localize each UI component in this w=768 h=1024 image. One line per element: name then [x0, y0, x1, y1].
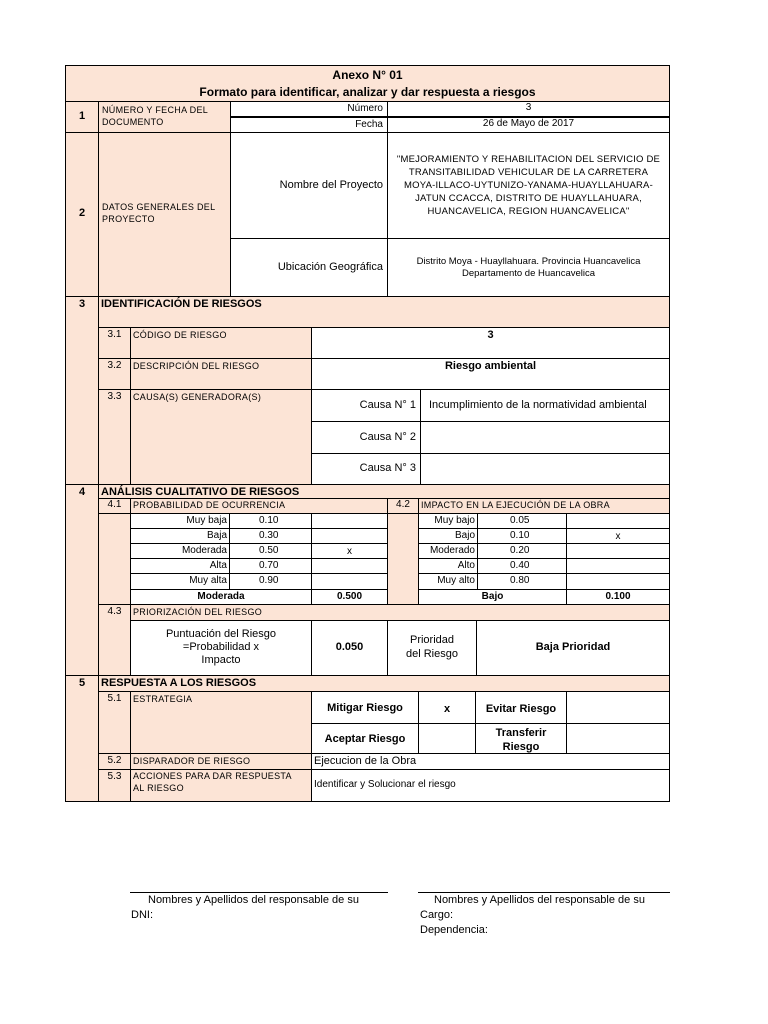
aceptar-mark-cell: [418, 723, 476, 754]
mitigar-mark: x: [443, 703, 451, 715]
acciones-label: ACCIONES PARA DAR RESPUESTA: [133, 771, 292, 781]
disparador-label: DISPARADOR DE RIESGO: [133, 756, 251, 766]
prioridad-label-2: del Riesgo: [406, 648, 458, 660]
prioridad-label-1: Prioridad: [409, 634, 455, 646]
imp-label-moderado: Moderado: [429, 545, 475, 556]
row-5-2-number: 5.2: [107, 755, 122, 766]
nombre-proyecto-line-2: TRANSITABILIDAD VEHICULAR DE LA CARRETERA: [408, 167, 649, 178]
imp-value-muy-bajo: 0.05: [510, 515, 530, 526]
signature-right-name: Nombres y Apellidos del responsable de su: [434, 894, 645, 906]
row-3-2-number: 3.2: [107, 360, 122, 371]
puntuacion-label-1: Puntuación del Riesgo: [165, 628, 277, 640]
prob-value-muy-baja: 0.10: [259, 515, 279, 526]
row-4-1-number: 4.1: [107, 499, 122, 510]
imp-value-alto: 0.40: [510, 560, 530, 571]
prioridad-value: Baja Prioridad: [535, 641, 611, 653]
signature-left-dni: DNI:: [131, 909, 153, 921]
causa-2-value-cell: [420, 421, 670, 454]
section-2-label-2: PROYECTO: [102, 214, 155, 224]
imp-value-moderado: 0.20: [510, 545, 530, 556]
signature-line-left: [130, 892, 388, 893]
form-title: Anexo N° 01: [332, 68, 403, 82]
disparador-value: Ejecucion de la Obra: [314, 755, 417, 767]
fecha-value: 26 de Mayo de 2017: [482, 118, 575, 129]
puntuacion-value: 0.050: [335, 641, 364, 653]
section-2-label: DATOS GENERALES DEL: [102, 202, 216, 212]
section-1-label-2: DOCUMENTO: [102, 117, 164, 127]
descripcion-riesgo-value: Riesgo ambiental: [444, 360, 537, 372]
imp-label-bajo: Bajo: [454, 530, 475, 541]
prob-value-alta: 0.70: [259, 560, 279, 571]
imp-value-bajo: 0.10: [510, 530, 530, 541]
section-1-number: 1: [78, 110, 86, 122]
imp-label-muy-alto: Muy alto: [437, 575, 475, 586]
row-3-3-number: 3.3: [107, 391, 122, 402]
ubicacion-label: Ubicación Geográfica: [277, 261, 383, 273]
descripcion-riesgo-label: DESCRIPCIÓN DEL RIESGO: [133, 361, 260, 371]
prob-label-muy-alta: Muy alta: [189, 575, 227, 586]
aceptar-label: Aceptar Riesgo: [324, 733, 406, 745]
fecha-label: Fecha: [355, 119, 383, 130]
acciones-label-2: AL RIESGO: [133, 783, 184, 793]
priorizacion-label: PRIORIZACIÓN DEL RIESGO: [133, 607, 263, 617]
row-5-3-number: 5.3: [107, 771, 122, 782]
puntuacion-label-3: Impacto: [201, 654, 241, 666]
mitigar-label: Mitigar Riesgo: [327, 702, 403, 714]
row-5-1-number: 5.1: [107, 693, 122, 704]
acciones-value: Identificar y Solucionar el riesgo: [314, 779, 456, 790]
prob-result-label: Moderada: [197, 591, 245, 602]
estrategia-label: ESTRATEGIA: [133, 694, 193, 704]
ubicacion-line-1: Distrito Moya - Huayllahuara. Provincia Huancavelica: [416, 256, 641, 267]
evitar-label: Evitar Riesgo: [485, 703, 557, 715]
row-4-2-number: 4.2: [396, 499, 410, 510]
codigo-riesgo-label: CÓDIGO DE RIESGO: [133, 330, 227, 340]
prob-label-muy-baja: Muy baja: [186, 515, 227, 526]
row-3-1-number: 3.1: [107, 329, 122, 340]
prob-value-baja: 0.30: [259, 530, 279, 541]
signature-line-right: [418, 892, 670, 893]
section-5-number: 5: [78, 677, 86, 689]
imp-value-muy-alto: 0.80: [510, 575, 530, 586]
section-1-label: NÚMERO Y FECHA DEL: [102, 105, 209, 115]
nombre-proyecto-line-3: MOYA-ILLACO-UYTUNIZO-YANAMA-HUAYLLAHUARA-: [404, 180, 653, 191]
prob-label-baja: Baja: [206, 530, 227, 541]
prob-label-moderada: Moderada: [181, 545, 227, 556]
transferir-label-2: Riesgo: [502, 741, 540, 753]
codigo-riesgo-value: 3: [487, 329, 494, 341]
imp-label-alto: Alto: [457, 560, 475, 571]
numero-value: 3: [525, 102, 532, 113]
section-4-title: ANÁLISIS CUALITATIVO DE RIESGOS: [101, 486, 300, 498]
nombre-proyecto-line-4: JATUN CCACCA, DISTRITO DE HUAYLLAHUARA,: [415, 193, 642, 204]
causa-3-label: Causa N° 3: [359, 462, 416, 474]
imp-label-muy-bajo: Muy bajo: [434, 515, 475, 526]
prob-result-value: 0.500: [336, 591, 363, 602]
nombre-proyecto-line-5: HUANCAVELICA, REGION HUANCAVELICA": [427, 206, 630, 217]
evitar-mark-cell: [566, 691, 670, 724]
transferir-mark-cell: [566, 723, 670, 754]
section-5-title: RESPUESTA A LOS RIESGOS: [101, 677, 257, 689]
prob-mark-moderada: x: [347, 546, 352, 557]
probabilidad-label: PROBABILIDAD DE OCURRENCIA: [133, 500, 286, 510]
imp-mark-bajo: x: [615, 531, 621, 542]
imp-result-value: 0.100: [605, 591, 631, 602]
puntuacion-label-2: =Probabilidad x: [182, 641, 260, 653]
numero-label: Número: [347, 103, 383, 114]
form-subtitle: Formato para identificar, analizar y dar respuesta a riesgos: [199, 85, 536, 99]
causa-1-value: Incumplimiento de la normatividad ambiental: [429, 399, 647, 411]
imp-result-label: Bajo: [481, 591, 504, 602]
prob-value-muy-alta: 0.90: [259, 575, 279, 586]
causa-2-label: Causa N° 2: [359, 431, 416, 443]
impacto-label: IMPACTO EN LA EJECUCIÓN DE LA OBRA: [421, 500, 610, 510]
nombre-proyecto-label: Nombre del Proyecto: [279, 179, 383, 191]
signature-left-name: Nombres y Apellidos del responsable de su: [148, 894, 359, 906]
row-4-3-number: 4.3: [107, 606, 122, 617]
signature-right-dependencia: Dependencia:: [420, 924, 488, 936]
causas-label: CAUSA(S) GENERADORA(S): [133, 392, 262, 402]
causa-3-value-cell: [420, 453, 670, 485]
section-3-number: 3: [78, 298, 86, 310]
causa-1-label: Causa N° 1: [359, 399, 416, 411]
nombre-proyecto-line-1: "MEJORAMIENTO Y REHABILITACION DEL SERVICIO DE: [396, 154, 661, 165]
signature-right-cargo: Cargo:: [420, 909, 454, 921]
section-2-number: 2: [78, 207, 86, 219]
section-4-number: 4: [78, 486, 86, 498]
prob-value-moderada: 0.50: [259, 545, 279, 556]
section-3-title: IDENTIFICACIÓN DE RIESGOS: [101, 298, 262, 310]
ubicacion-line-2: Departamento de Huancavelica: [461, 268, 596, 279]
prob-label-alta: Alta: [209, 560, 227, 571]
transferir-label-1: Transferir: [495, 727, 547, 739]
